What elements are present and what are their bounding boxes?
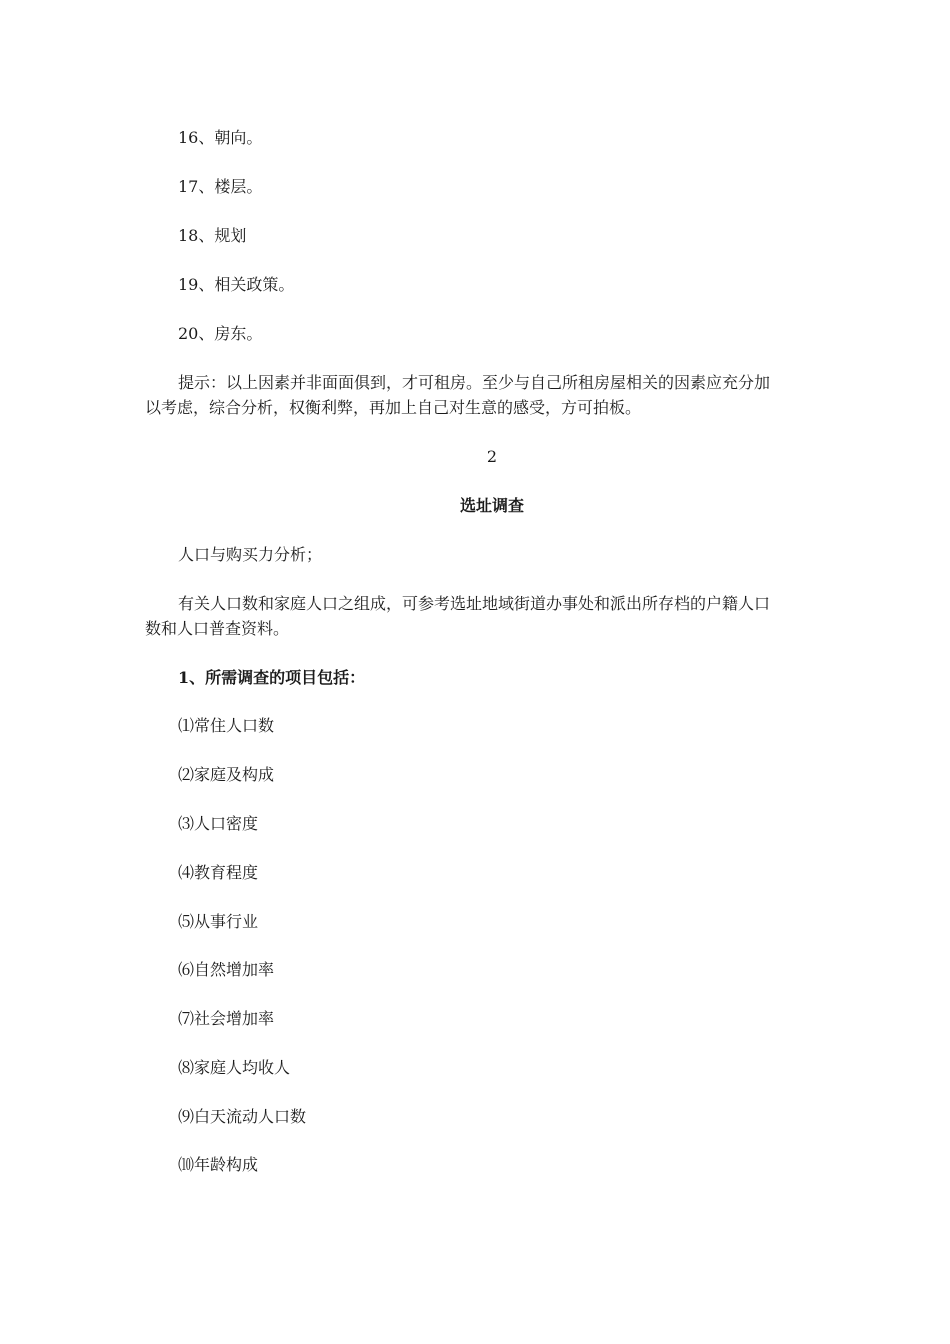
survey-item-1: ⑴常住人口数	[178, 716, 275, 735]
factor-item-20: 20、房东。	[178, 324, 263, 343]
factor-item-17: 17、楼层。	[178, 177, 263, 196]
tip-line-1: 提示：以上因素并非面面俱到，才可租房。至少与自己所租房屋相关的因素应充分加	[178, 373, 771, 392]
reference-line-2: 数和人口普查资料。	[145, 619, 290, 638]
survey-item-8: ⑻家庭人均收人	[178, 1058, 291, 1077]
survey-item-6: ⑹自然增加率	[178, 960, 275, 979]
factor-item-16: 16、朝向。	[178, 128, 263, 147]
factor-item-19: 19、相关政策。	[178, 275, 295, 294]
intro-text: 人口与购买力分析；	[178, 545, 323, 564]
section-title: 选址调查	[459, 496, 524, 515]
factor-item-18: 18、规划	[178, 226, 247, 245]
survey-item-7: ⑺社会增加率	[178, 1009, 275, 1028]
section-number: 2	[486, 447, 498, 466]
survey-item-9: ⑼白天流动人口数	[178, 1107, 307, 1126]
survey-item-10: ⑽年龄构成	[178, 1155, 259, 1174]
reference-line-1: 有关人口数和家庭人口之组成，可参考选址地域街道办事处和派出所存档的户籍人口	[178, 594, 771, 613]
survey-item-5: ⑸从事行业	[178, 912, 259, 931]
survey-item-4: ⑷教育程度	[178, 863, 259, 882]
survey-item-2: ⑵家庭及构成	[178, 765, 275, 784]
tip-line-2: 以考虑，综合分析，权衡利弊，再加上自己对生意的感受，方可拍板。	[145, 398, 642, 417]
survey-heading: 1、所需调查的项目包括：	[178, 668, 366, 687]
survey-item-3: ⑶人口密度	[178, 814, 259, 833]
